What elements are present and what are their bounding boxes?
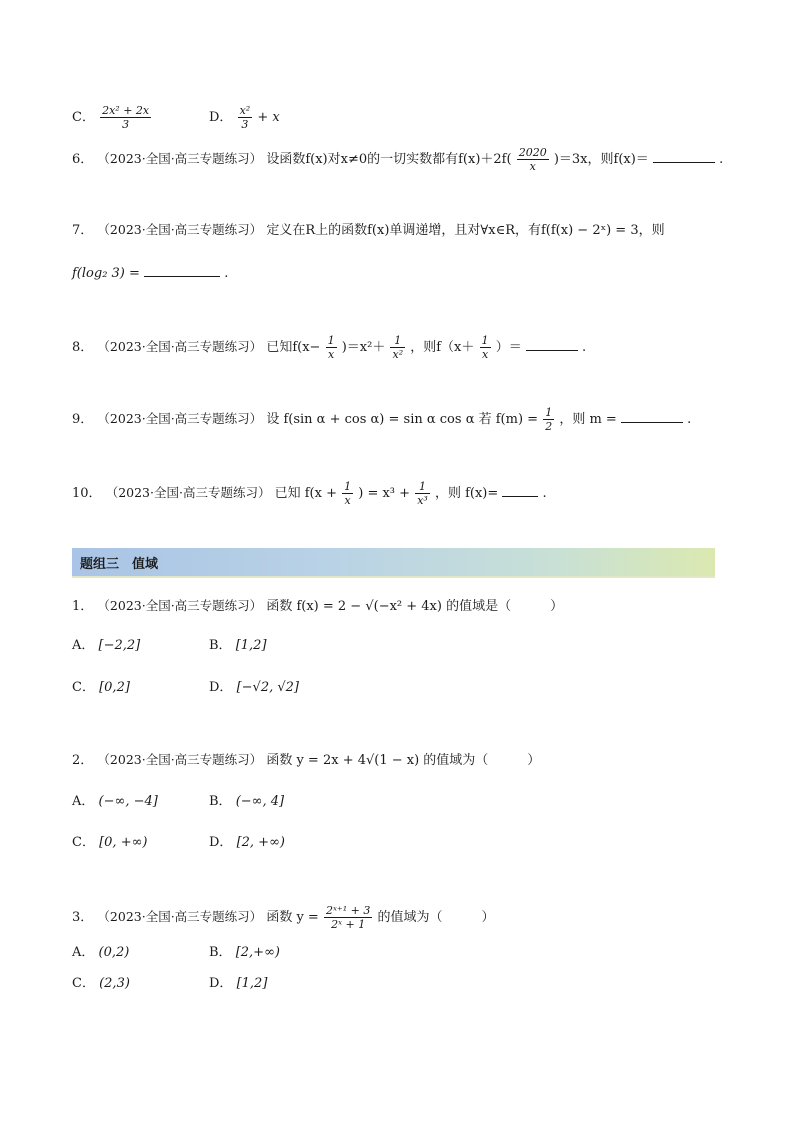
section-header [72, 548, 715, 578]
q5-option-d [209, 104, 280, 131]
s2-option-c[interactable] [72, 833, 148, 853]
fraction [480, 334, 491, 361]
option-label: C． [72, 110, 95, 125]
question-text: 设函数f(x)对x≠0的一切实数都有f(x)＋2f( [266, 152, 512, 167]
answer-blank[interactable] [502, 482, 538, 497]
expression-tail: + x [257, 110, 280, 125]
question-8 [72, 334, 734, 361]
question-text: 函数 f(x) = 2 − √(−x² + 4x) 的值域是（ ） [266, 599, 564, 614]
section-question-3 [72, 904, 734, 931]
fraction-numerator: 1 [327, 334, 335, 347]
question-number: 2． [72, 753, 94, 768]
answer-blank[interactable] [621, 408, 683, 423]
fraction [517, 146, 549, 173]
s1-option-c[interactable] [72, 678, 130, 698]
fraction [543, 406, 554, 433]
option-label: D． [209, 110, 233, 125]
fraction-denominator: x [344, 494, 351, 507]
option-value: (2,3) [99, 976, 130, 991]
s1-option-a[interactable] [72, 636, 140, 656]
fraction [390, 334, 405, 361]
question-number: 10． [72, 486, 102, 501]
question-7-line-2 [72, 262, 734, 284]
option-value: (−∞, 4] [235, 794, 285, 809]
question-source: （2023·全国·高三专题练习） [97, 151, 263, 166]
fraction-denominator: 2ˣ + 1 [331, 918, 366, 931]
option-value: [−2,2] [98, 638, 141, 653]
fraction-denominator: x [529, 160, 536, 173]
fraction-denominator: x³ [417, 494, 428, 507]
fraction [415, 480, 430, 507]
question-text: ，则 m = [559, 412, 617, 427]
fraction-denominator: 3 [241, 118, 249, 131]
option-value: [0, +∞) [99, 835, 148, 850]
question-text: 已知f(x− [266, 340, 321, 355]
fraction-denominator: x [481, 348, 489, 361]
answer-blank[interactable] [653, 148, 715, 163]
option-label: B． [209, 794, 232, 809]
question-text: 的值域为（ ） [377, 910, 495, 925]
option-label: C． [72, 680, 95, 695]
q5-option-c [72, 104, 152, 131]
question-text: )＝3x，则f(x)＝ [553, 152, 649, 167]
fraction-numerator: 2020 [518, 146, 547, 159]
question-9 [72, 406, 734, 433]
question-text: ）＝ [495, 340, 522, 355]
question-7 [72, 220, 734, 241]
fraction-numerator: x² [239, 104, 251, 117]
option-label: D． [209, 835, 233, 850]
option-value: [2,+∞) [235, 945, 280, 960]
period: . [687, 412, 692, 427]
s3-option-a[interactable] [72, 943, 129, 963]
option-value: [0,2] [99, 680, 130, 695]
question-text: 函数 y = 2x + 4√(1 − x) 的值域为（ ） [266, 753, 541, 768]
fraction [238, 104, 253, 131]
fraction [324, 904, 372, 931]
question-number: 8． [72, 340, 94, 355]
option-label: A． [72, 794, 95, 809]
period: . [542, 486, 547, 501]
fraction-numerator: 2ˣ⁺¹ + 3 [325, 904, 371, 917]
question-text: 设 f(sin α + cos α) = sin α cos α 若 f(m) = [266, 412, 539, 427]
question-6 [72, 146, 734, 173]
option-label: B． [209, 638, 232, 653]
option-label: A． [72, 638, 95, 653]
question-text: f(log₂ 3) = [72, 266, 140, 281]
option-label: C． [72, 976, 95, 991]
s2-option-b[interactable] [209, 792, 284, 812]
fraction [100, 104, 151, 131]
question-text: 函数 y = [266, 910, 319, 925]
question-number: 7． [72, 223, 94, 238]
fraction-denominator: x² [392, 348, 404, 361]
fraction-numerator: 2x² + 2x [102, 104, 150, 117]
option-value: [2, +∞) [236, 835, 285, 850]
s1-option-d[interactable] [209, 678, 299, 698]
question-text: )＝x²＋ [341, 340, 386, 355]
s2-option-d[interactable] [209, 833, 285, 853]
answer-blank[interactable] [144, 262, 220, 277]
s3-option-b[interactable] [209, 943, 280, 963]
section-question-2 [72, 750, 734, 771]
question-text: 定义在R上的函数f(x)单调递增，且对∀x∈R，有f(f(x) − 2ˣ) = 3，则 [266, 223, 665, 238]
period: . [224, 266, 229, 281]
question-source: （2023·全国·高三专题练习） [105, 485, 271, 500]
fraction-denominator: 2 [545, 420, 553, 433]
question-source: （2023·全国·高三专题练习） [97, 909, 263, 924]
s3-option-c[interactable] [72, 974, 130, 994]
section-title: 题组三 值域 [80, 557, 159, 572]
option-value: [1,2] [236, 976, 268, 991]
option-label: A． [72, 945, 95, 960]
question-number: 1． [72, 599, 94, 614]
question-number: 3． [72, 910, 94, 925]
option-label: C． [72, 835, 95, 850]
fraction [342, 480, 353, 507]
fraction [326, 334, 337, 361]
fraction-denominator: x [327, 348, 335, 361]
fraction-denominator: 3 [122, 118, 130, 131]
question-source: （2023·全国·高三专题练习） [97, 598, 263, 613]
option-value: [−√2, √2] [236, 680, 299, 695]
answer-blank[interactable] [526, 336, 578, 351]
option-value: (0,2) [98, 945, 130, 960]
question-source: （2023·全国·高三专题练习） [97, 752, 263, 767]
period: . [581, 340, 587, 355]
fraction-numerator: 1 [344, 480, 352, 493]
fraction-numerator: 1 [390, 334, 405, 348]
option-label: D． [209, 976, 233, 991]
fraction-numerator: 1 [545, 406, 553, 419]
question-source: （2023·全国·高三专题练习） [97, 339, 263, 354]
fraction-numerator: 1 [415, 480, 430, 494]
section-question-1 [72, 596, 734, 617]
question-source: （2023·全国·高三专题练习） [97, 411, 263, 426]
option-value: [1,2] [235, 638, 267, 653]
s2-option-a[interactable] [72, 792, 158, 812]
question-number: 6． [72, 152, 94, 167]
question-text: ，则 f(x)= [434, 486, 499, 501]
s3-option-d[interactable] [209, 974, 267, 994]
question-number: 9． [72, 412, 94, 427]
period: . [719, 152, 724, 167]
option-value: (−∞, −4] [98, 794, 158, 809]
s1-option-b[interactable] [209, 636, 267, 656]
option-label: D． [209, 680, 233, 695]
question-text: ) = x³ + [358, 486, 411, 501]
question-text: ，则f（x＋ [410, 340, 475, 355]
fraction-numerator: 1 [481, 334, 489, 347]
option-label: B． [209, 945, 232, 960]
question-text: 已知 f(x + [274, 486, 337, 501]
question-source: （2023·全国·高三专题练习） [97, 222, 263, 237]
question-10 [72, 480, 734, 507]
